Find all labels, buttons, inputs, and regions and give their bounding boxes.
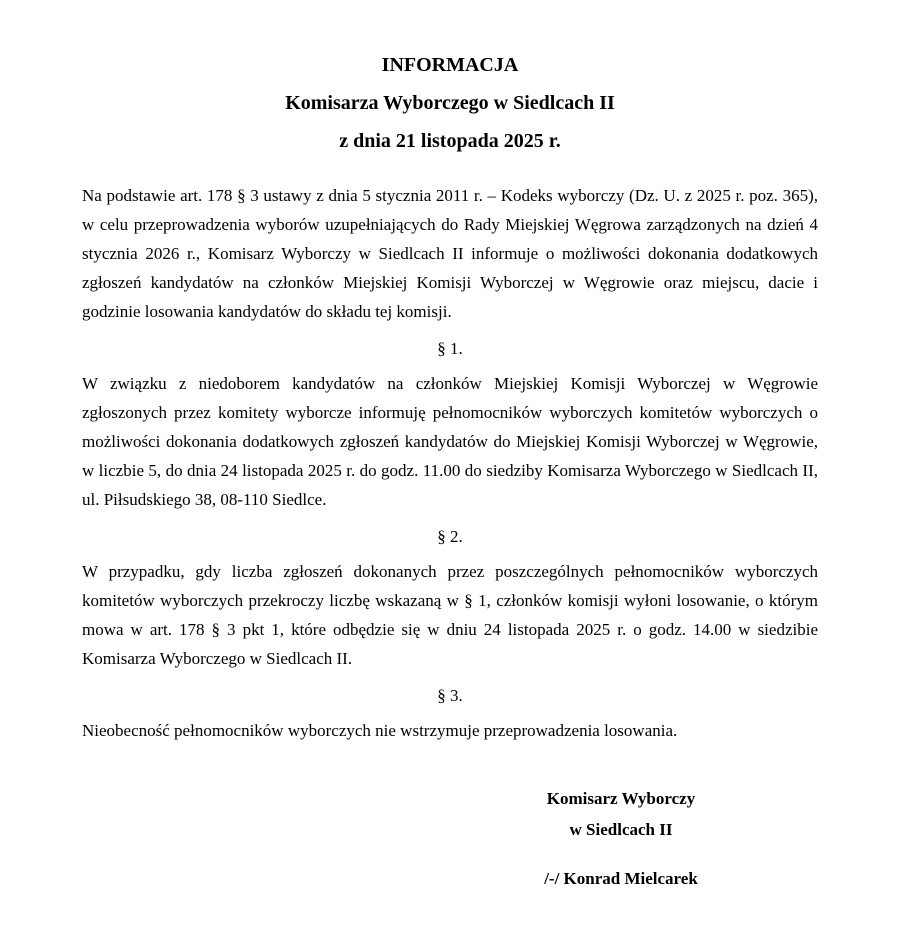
section-1-paragraph: W związku z niedoborem kandydatów na członków Miejskiej Komisji Wyborczej w Węgrowie zgłoszonych przez komitety wyborcze informuję pełnomocników wyborczych komitetów wyborczych o możliwości dokonania dodatkowych zgłoszeń kandydatów do Miejskiej Komisji Wyborczej w Węgrowie, w liczbie 5, do dnia 24 listopada 2025 r. do godz. 11.00 do siedziby Komisarza Wyborczego w Siedlcach II, ul. Piłsudskiego 38, 08-110 Siedlce. bbox=[82, 374, 818, 509]
section-3-heading: § 3. bbox=[437, 686, 463, 705]
section-2-paragraph: W przypadku, gdy liczba zgłoszeń dokonanych przez poszczególnych pełnomocników wyborczych komitetów wyborczych przekroczy liczbę wskazaną w § 1, członków komisji wyłoni losowanie, o którym mowa w art. 178 § 3 pkt 1, które odbędzie się w dniu 24 listopada 2025 r. o godz. 14.00 w siedzibie Komisarza Wyborczego w Siedlcach II. bbox=[82, 562, 818, 668]
document-date-line: z dnia 21 listopada 2025 r. bbox=[339, 130, 561, 152]
signature-role-line-1: Komisarz Wyborczy bbox=[546, 789, 696, 808]
document-subtitle: Komisarza Wyborczego w Siedlcach II bbox=[285, 92, 615, 114]
document-title: INFORMACJA bbox=[381, 54, 519, 76]
section-3-paragraph: Nieobecność pełnomocników wyborczych nie wstrzymuje przeprowadzenia losowania. bbox=[82, 721, 678, 740]
signature-block bbox=[490, 783, 752, 894]
intro-paragraph: Na podstawie art. 178 § 3 ustawy z dnia 5 stycznia 2011 r. – Kodeks wyborczy (Dz. U. z 2025 r. poz. 365), w celu przeprowadzenia wyborów uzupełniających do Rady Miejskiej Węgrowa zarządzonych na dzień 4 stycznia 2026 r., Komisarz Wyborczy w Siedlcach II informuje o możliwości dokonania dodatkowych zgłoszeń kandydatów na członków Miejskiej Komisji Wyborczej w Węgrowie oraz miejscu, dacie i godzinie losowania kandydatów do składu tej komisji. bbox=[82, 186, 818, 321]
document-title-block bbox=[82, 46, 818, 160]
signature-signed-name: /-/ Konrad Mielcarek bbox=[544, 869, 698, 888]
signature-role-line-2: w Siedlcach II bbox=[569, 820, 673, 839]
section-1-heading: § 1. bbox=[437, 339, 463, 358]
section-2-heading: § 2. bbox=[437, 527, 463, 546]
